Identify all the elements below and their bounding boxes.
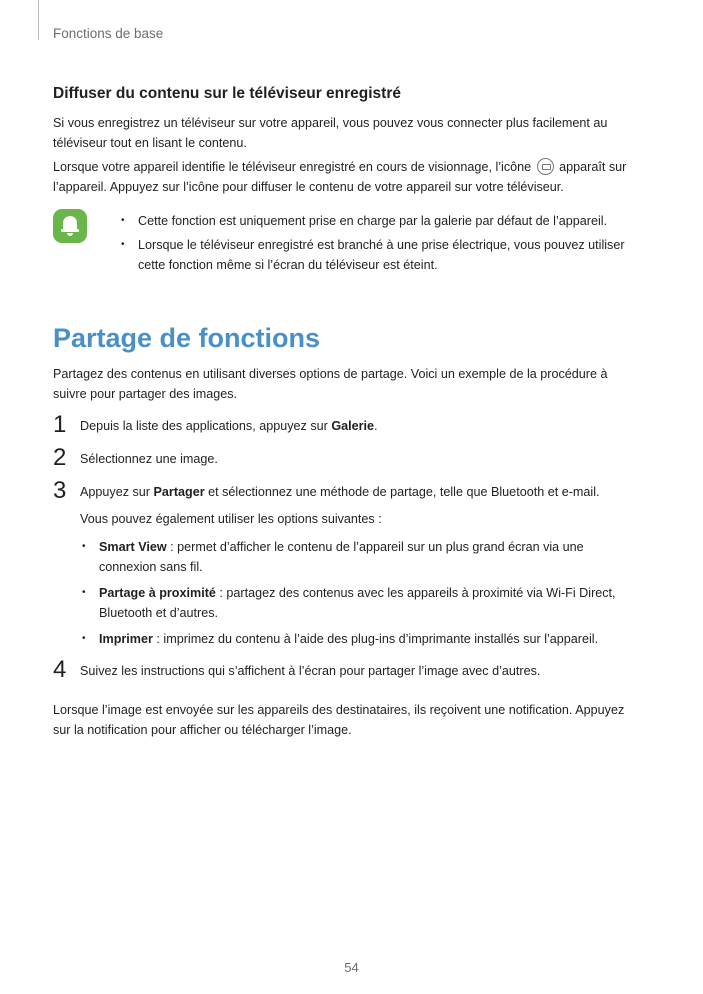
step-1	[53, 411, 643, 438]
step-3	[53, 477, 643, 504]
option-item: • Smart View : permet d’afficher le contenu de l’appareil sur un plus grand écran via une connexion sans fil.	[80, 537, 643, 577]
note-item: • Lorsque le téléviseur enregistré est branché à une prise électrique, vous pouvez utiliser cette fonction même si l’écran du téléviseur est éteint.	[119, 235, 643, 275]
tv-paragraph-1: Si vous enregistrez un téléviseur sur votre appareil, vous pouvez vous connecter plus facilement au téléviseur tout en lisant le contenu.	[53, 116, 608, 150]
option-item: • Partage à proximité : partagez des contenus avec les appareils à proximité via Wi-Fi Direct, Bluetooth et d’autres.	[80, 583, 643, 623]
share-intro: Partagez des contenus en utilisant diverses options de partage. Voici un exemple de la procédure à suivre pour partager des images.	[53, 367, 608, 401]
share-section-title: Partage de fonctions	[53, 323, 321, 353]
note-list	[119, 211, 643, 279]
step-text: Suivez les instructions qui s’affichent à l’écran pour partager l’image avec d’autres.	[80, 664, 541, 678]
step-2	[53, 444, 643, 471]
step-4	[53, 656, 643, 683]
step-number: 4	[53, 656, 67, 683]
step-3-sub: Vous pouvez également utiliser les options suivantes :	[80, 512, 382, 526]
step-number: 2	[53, 444, 67, 471]
share-options	[80, 537, 643, 649]
tv-paragraph-2	[53, 157, 643, 197]
tv-cast-icon	[537, 158, 554, 175]
step-text: Appuyez sur Partager et sélectionnez une méthode de partage, telle que Bluetooth et e-mail.	[80, 485, 600, 499]
step-text: Sélectionnez une image.	[80, 452, 218, 466]
step-text: Depuis la liste des applications, appuyez sur Galerie.	[80, 419, 378, 433]
tv-paragraph-2-start: Lorsque votre appareil identifie le téléviseur enregistré en cours de visionnage, l’icône	[53, 160, 532, 174]
section-header: Fonctions de base	[53, 26, 164, 41]
bell-note-icon	[53, 209, 87, 243]
tv-section-title: Diffuser du contenu sur le téléviseur enregistré	[53, 85, 401, 102]
note-box	[53, 211, 643, 279]
note-item: • Cette fonction est uniquement prise en charge par la galerie par défaut de l’appareil.	[119, 211, 643, 231]
page-number: 54	[344, 960, 359, 975]
tv-paragraph-2-end: apparaît sur l’appareil. Appuyez sur l’icône pour diffuser le contenu de votre appareil sur votre téléviseur.	[53, 160, 627, 194]
header-rule	[38, 0, 39, 40]
step-number: 1	[53, 411, 67, 438]
final-paragraph: Lorsque l’image est envoyée sur les appareils des destinataires, ils reçoivent une notification. Appuyez sur la notification pour afficher ou télécharger l’image.	[53, 703, 625, 737]
option-item: • Imprimer : imprimez du contenu à l’aide des plug-ins d’imprimante installés sur l’appareil.	[80, 629, 643, 649]
page-content	[53, 85, 643, 740]
step-number: 3	[53, 477, 67, 504]
